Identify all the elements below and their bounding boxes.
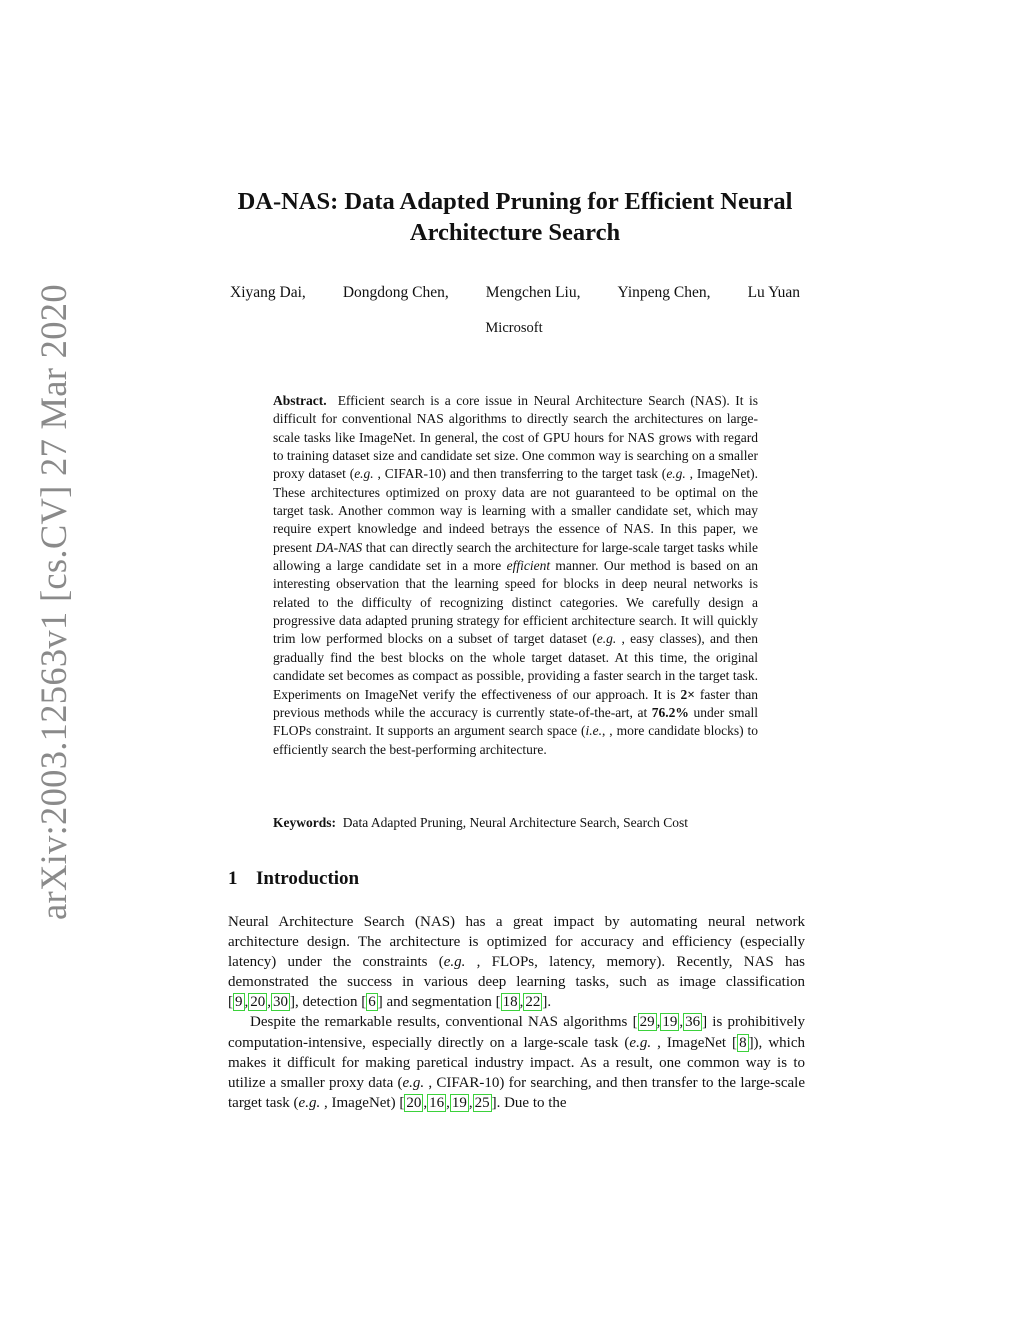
body-text: ]. <box>542 994 552 1011</box>
body-text: ]), which makes it difficult for making paretical industry impact. As a result, one common way is to utilize a smaller proxy data ( <box>228 1034 805 1091</box>
keywords-text: Data Adapted Pruning, Neural Architecture Search, Search Cost <box>342 815 689 830</box>
abstract-text: , CIFAR-10) and then transferring to the target task ( <box>373 466 667 482</box>
abstract-text: manner. Our method is based on an interesting observation that the learning speed for blocks in deep neural networks is related to the difficulty of recognizing distinct categories. We carefully design a progressive data adapted pruning strategy for efficient architecture search. It will quickly trim low performed blocks on a subset of target dataset ( <box>273 558 758 647</box>
citation-link[interactable]: 18 <box>502 994 518 1011</box>
abbrev: i.e. <box>585 723 603 739</box>
abbrev: e.g. <box>402 1074 425 1091</box>
author-name: Mengchen Liu, <box>485 284 581 301</box>
citation-link[interactable]: 22 <box>525 994 541 1011</box>
citation-link[interactable]: 29 <box>639 1014 655 1031</box>
body-text: Neural Architecture Search (NAS) has a great impact by automating neural network architecture design. The architecture is optimized for accuracy and efficiency (especially latency) under the constraints ( <box>228 914 805 971</box>
speedup-value: 2× <box>680 686 695 702</box>
citation-link[interactable]: 8 <box>739 1034 747 1051</box>
abbrev: e.g. <box>354 466 374 482</box>
abbrev: e.g. <box>596 631 617 647</box>
abbrev: e.g. <box>629 1034 652 1051</box>
section-heading <box>228 868 359 890</box>
citation-link[interactable]: 20 <box>406 1094 422 1111</box>
citation-link[interactable]: 36 <box>685 1014 701 1031</box>
abstract-label: Abstract. <box>273 393 327 408</box>
abstract-text: , ImageNet). These architectures optimized on proxy data are not guaranteed to be optimal on the target task. Another common way is learning with a smaller candidate set, which may require expert knowledge and indeed betrays the essence of NAS. In this paper, we present <box>273 466 758 555</box>
paragraph: Despite the remarkable results, conventional NAS algorithms [ 29 , 19 , 36 ] is prohibitively computation-intensive, especially directly on a large-scale task (e.g. , ImageNet [ 8 ]), which makes it difficult for making paretical industry impact. As a result, one common way is to utilize a smaller proxy data (e.g. , CIFAR-10) for searching, and then transfer to the large-scale target task (e.g. , ImageNet) [ 20 , 16 , 19 , 25 ]. Due to the <box>228 1014 805 1111</box>
abstract <box>273 392 758 759</box>
abbrev: e.g. <box>298 1094 321 1111</box>
author-name: Dongdong Chen, <box>342 284 449 301</box>
citation-link[interactable]: 9 <box>235 994 243 1011</box>
author-name: Lu Yuan <box>747 284 800 301</box>
body-text: ], detection [ <box>290 994 367 1011</box>
body-text: , ImageNet) [ <box>320 1094 405 1111</box>
author-name: Xiyang Dai, <box>230 284 306 301</box>
section-number: 1 <box>228 868 238 889</box>
body-text: ]. Due to the <box>491 1094 567 1111</box>
accuracy-value: 76.2% <box>651 704 689 720</box>
citation-link[interactable]: 16 <box>429 1094 445 1111</box>
citation-link[interactable]: 30 <box>273 994 288 1011</box>
citation-link[interactable]: 25 <box>474 1094 490 1111</box>
intro-body <box>228 912 805 1113</box>
citation-link[interactable]: 19 <box>662 1014 678 1031</box>
emphasis: efficient <box>506 558 551 574</box>
abstract-text: , , more candidate blocks) to efficiently search the best-performing architecture. <box>273 723 758 757</box>
abbrev: e.g. <box>666 466 686 482</box>
body-text: ] is prohibitively computation-intensive, especially directly on a large-scale task ( <box>228 1014 805 1051</box>
paper-title: DA-NAS: Data Adapted Pruning for Efficient Neural Architecture Search <box>237 188 793 246</box>
arxiv-side-stamp: arXiv:2003.12563v1 [cs.CV] 27 Mar 2020 <box>33 284 74 920</box>
method-name: DA-NAS <box>315 539 363 555</box>
body-text: , FLOPs, latency, memory). Recently, NAS has demonstrated the success in various deep learning tasks, such as image classification [ <box>228 954 805 1011</box>
affiliation: Microsoft <box>485 320 543 336</box>
citation-link[interactable]: 6 <box>368 994 376 1011</box>
citation-link[interactable]: 20 <box>250 994 266 1011</box>
abstract-text: that can directly search the architecture for large-scale target tasks while allowing a large candidate set in a more <box>273 539 758 574</box>
citation-link[interactable]: 19 <box>451 1094 467 1111</box>
section-title: Introduction <box>256 868 360 889</box>
abbrev: e.g. <box>443 954 466 971</box>
body-text: ] and segmentation [ <box>377 994 501 1011</box>
body-text: Despite the remarkable results, conventional NAS algorithms [ <box>250 1014 638 1031</box>
body-text: , ImageNet [ <box>651 1034 738 1051</box>
keywords <box>273 815 758 831</box>
abstract-text: , easy classes), and then gradually find the best blocks on the whole target dataset. At this time, the original candidate set becomes as compact as possible, providing a faster search in the target task. Experiments on ImageNet verify the effectiveness of our approach. It is <box>273 631 758 702</box>
author-list <box>230 284 800 302</box>
abstract-text: Efficient search is a core issue in Neural Architecture Search (NAS). It is difficult for conventional NAS algorithms to directly search the architectures on large-scale tasks like ImageNet. In general, the cost of GPU hours for NAS grows with regard to training dataset size and candidate set size. One common way is searching on a smaller proxy dataset ( <box>273 393 759 482</box>
author-name: Yinpeng Chen, <box>617 284 711 301</box>
paragraph: Neural Architecture Search (NAS) has a great impact by automating neural network architecture design. The architecture is optimized for accuracy and efficiency (especially latency) under the constraints (e.g. , FLOPs, latency, memory). Recently, NAS has demonstrated the success in various deep learning tasks, such as image classification [ 9 , 20 , 30 ], detection [ 6 ] and segmentation [ 18 , 22 ]. <box>228 914 805 1011</box>
keywords-label: Keywords: <box>273 815 336 830</box>
abstract-text: under small FLOPs constraint. It supports an argument search space ( <box>273 704 758 739</box>
body-text: , CIFAR-10) for searching, and then transfer to the large-scale target task ( <box>228 1074 805 1111</box>
abstract-text: faster than previous methods while the accuracy is currently state-of-the-art, at <box>273 686 758 720</box>
